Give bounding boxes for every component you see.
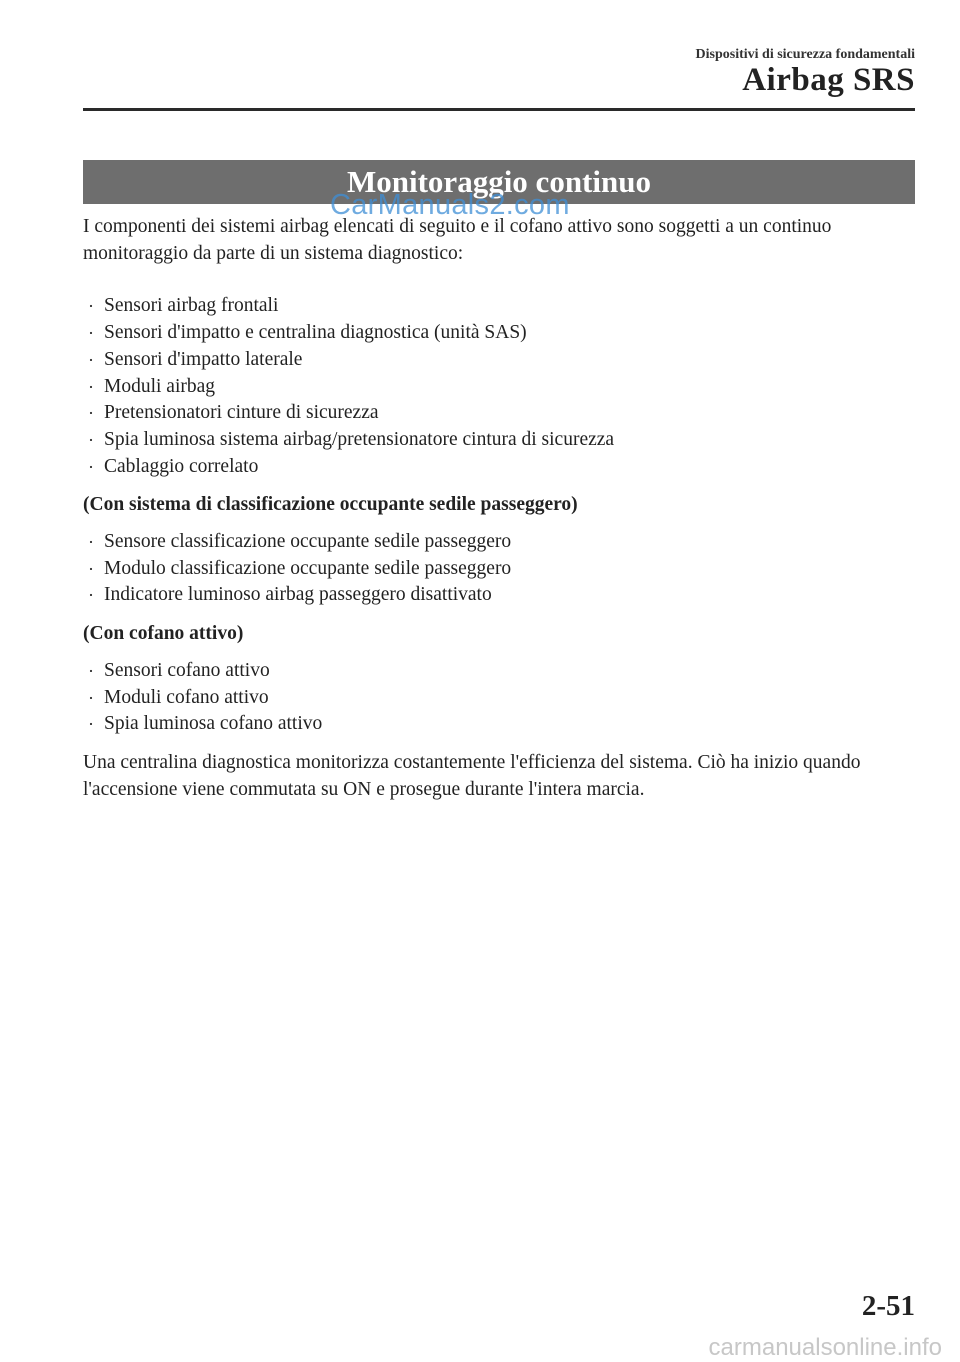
- list-item-text: Modulo classificazione occupante sedile passeggero: [104, 557, 512, 579]
- bullet-icon: ·: [88, 403, 94, 424]
- occupant-group-heading: (Con sistema di classificazione occupante sedile passeggero): [83, 494, 578, 516]
- list-item-text: Pretensionatori cinture di sicurezza: [104, 402, 379, 424]
- list-item-text: Moduli cofano attivo: [104, 686, 269, 708]
- list-item-text: Cablaggio correlato: [104, 455, 259, 477]
- bullet-icon: ·: [88, 687, 94, 708]
- bullet-icon: ·: [88, 558, 94, 579]
- list-item-text: Spia luminosa cofano attivo: [104, 713, 323, 735]
- watermark-text: CarManuals2.com: [330, 189, 570, 221]
- bullet-icon: ·: [88, 714, 94, 735]
- component-list: [83, 293, 915, 480]
- bullet-icon: ·: [88, 660, 94, 681]
- header-divider: [83, 108, 915, 111]
- list-item-text: Spia luminosa sistema airbag/pretensionatore cintura di sicurezza: [104, 428, 615, 450]
- hood-list: [83, 658, 915, 738]
- list-item: [83, 658, 915, 685]
- list-item-text: Moduli airbag: [104, 375, 216, 397]
- hood-group-heading: (Con cofano attivo): [83, 623, 244, 645]
- list-item: [83, 454, 915, 481]
- list-item: [83, 293, 915, 320]
- bullet-icon: ·: [88, 323, 94, 344]
- list-item-text: Sensore classificazione occupante sedile passeggero: [104, 531, 512, 553]
- bullet-icon: ·: [88, 532, 94, 553]
- list-item-text: Sensori d'impatto e centralina diagnostica (unità SAS): [104, 322, 527, 344]
- bullet-icon: ·: [88, 376, 94, 397]
- list-item: [83, 556, 915, 583]
- list-item: [83, 400, 915, 427]
- list-item-text: Indicatore luminoso airbag passeggero disattivato: [104, 584, 492, 606]
- bullet-icon: ·: [88, 456, 94, 477]
- list-item: [83, 529, 915, 556]
- list-item: [83, 347, 915, 374]
- footer-watermark: carmanualsonline.info: [708, 1334, 942, 1361]
- bullet-icon: ·: [88, 296, 94, 317]
- page-number: 2-51: [861, 1290, 915, 1322]
- list-item: [83, 320, 915, 347]
- list-item: [83, 427, 915, 454]
- list-item-text: Sensori cofano attivo: [104, 659, 270, 681]
- intro-paragraph: I componenti dei sistemi airbag elencati di seguito e il cofano attivo sono soggetti a un continuo monitoraggio da parte di un sistema diagnostico:: [83, 216, 832, 264]
- header-subtitle: Dispositivi di sicurezza fondamentali: [695, 47, 915, 62]
- content-body: [83, 214, 915, 803]
- bullet-icon: ·: [88, 585, 94, 606]
- closing-paragraph: Una centralina diagnostica monitorizza costantemente l'efficienza del sistema. Ciò ha inizio quando l'accensione viene commutata su ON e prosegue durante l'intera marcia.: [83, 751, 861, 800]
- list-item: [83, 582, 915, 609]
- section-title: Monitoraggio continuo: [347, 164, 651, 199]
- list-item-text: Sensori d'impatto laterale: [104, 348, 303, 370]
- bullet-icon: ·: [88, 429, 94, 450]
- bullet-icon: ·: [88, 349, 94, 370]
- occupant-list: [83, 529, 915, 609]
- header-title: Airbag SRS: [742, 62, 915, 98]
- list-item: [83, 685, 915, 712]
- list-item: [83, 374, 915, 401]
- list-item-text: Sensori airbag frontali: [104, 295, 279, 317]
- list-item: [83, 711, 915, 738]
